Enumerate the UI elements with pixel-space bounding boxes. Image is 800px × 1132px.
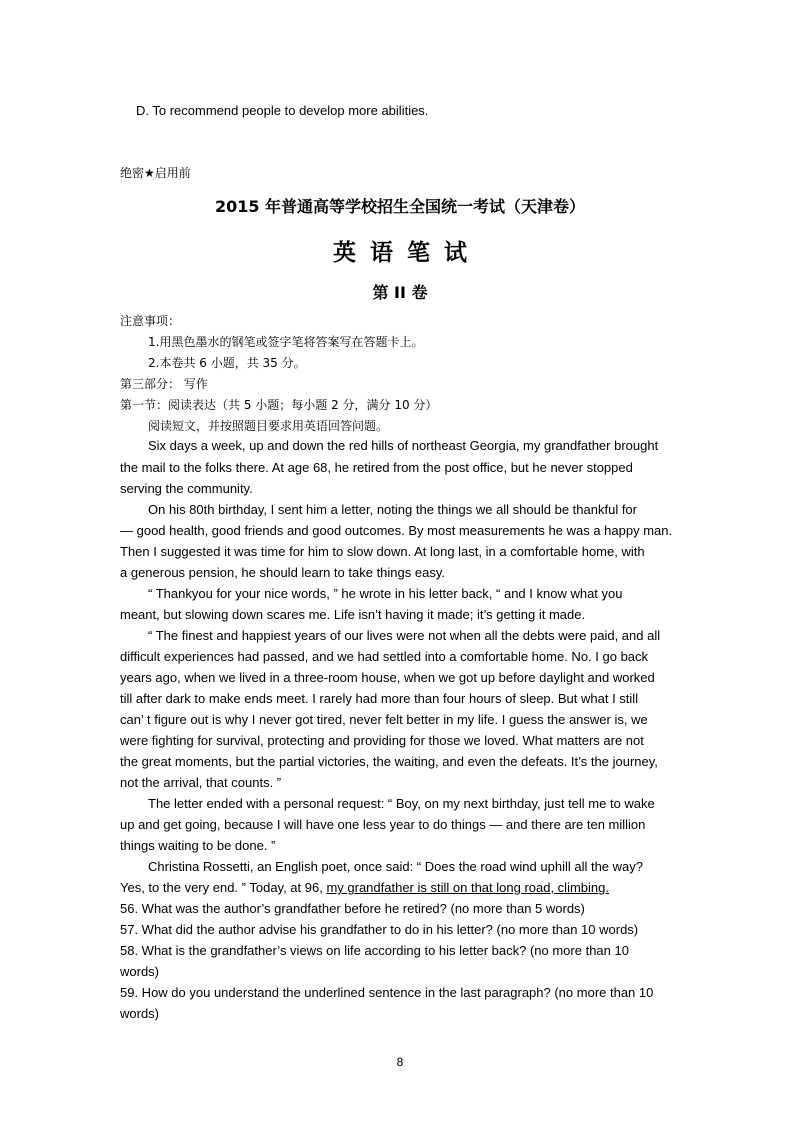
passage-line: Six days a week, up and down the red hills of northeast Georgia, my grandfather brought	[148, 438, 659, 453]
passage-line: not the arrival, that counts. ”	[120, 775, 282, 790]
note-item-2: 2.本卷共 6 小题，共 35 分。	[148, 356, 306, 370]
passage-line: Then I suggested it was time for him to slow down. At long last, in a comfortable home, with	[120, 544, 645, 559]
passage-line: years ago, when we lived in a three-room house, when we got up before daylight and worked	[120, 670, 655, 685]
passage-line: a generous pension, he should learn to take things easy.	[120, 565, 445, 580]
passage-last-line	[120, 879, 609, 897]
question-57: 57. What did the author advise his grandfather to do in his letter? (no more than 10 words)	[120, 922, 639, 937]
question-59-continued: words)	[120, 1006, 160, 1021]
section-1-heading: 第一节：阅读表达（共 5 小题；每小题 2 分，满分 10 分）	[120, 398, 438, 412]
question-59: 59. How do you understand the underlined sentence in the last paragraph? (no more than 10	[120, 985, 654, 1000]
passage-line: “ Thankyou for your nice words, ” he wrote in his letter back, “ and I know what you	[148, 586, 623, 601]
exam-title: 2015 年普通高等学校招生全国统一考试（天津卷）	[214, 197, 586, 216]
passage-line: can’ t figure out is why I never got tired, never felt better in my life. I guess the answer is, we	[120, 712, 648, 727]
passage-line: were fighting for survival, protecting and providing for those we loved. What matters are not	[120, 733, 644, 748]
passage-line: the great moments, but the partial victories, the waiting, and even the defeats. It’s the journey,	[120, 754, 658, 769]
passage-line: The letter ended with a personal request: “ Boy, on my next birthday, just tell me to wake	[148, 796, 655, 811]
passage-line: difficult experiences had passed, and we had settled into a comfortable home. No. I go back	[120, 649, 649, 664]
passage-line: Christina Rossetti, an English poet, once said: “ Does the road wind uphill all the way?	[148, 859, 643, 874]
passage-line-start: Yes, to the very end. ” Today, at 96,	[120, 880, 327, 895]
reading-instruction: 阅读短文，并按照题目要求用英语回答问题。	[148, 419, 389, 433]
passage-line: the mail to the folks there. At age 68, he retired from the post office, but he never stopped	[120, 460, 633, 475]
part-3-heading: 第三部分： 写作	[120, 377, 208, 391]
passage-line: — good health, good friends and good outcomes. By most measurements he was a happy man.	[120, 523, 673, 538]
passage-line: meant, but slowing down scares me. Life isn’t having it made; it’s getting it made.	[120, 607, 586, 622]
volume-title: 第 II 卷	[372, 283, 428, 302]
note-item-1: 1.用黑色墨水的钢笔或签字笔将答案写在答题卡上。	[148, 335, 424, 349]
passage-line: up and get going, because I will have one less year to do things — and there are ten million	[120, 817, 646, 832]
confidential-mark: 绝密★启用前	[120, 166, 191, 180]
passage-line: On his 80th birthday, I sent him a letter, noting the things we all should be thankful for	[148, 502, 637, 517]
question-58-continued: words)	[120, 964, 160, 979]
passage-line: serving the community.	[120, 481, 253, 496]
passage-line: till after dark to make ends meet. I rarely had more than four hours of sleep. But what I still	[120, 691, 639, 706]
passage-line: “ The finest and happiest years of our lives were not when all the debts were paid, and all	[148, 628, 661, 643]
underlined-sentence: my grandfather is still on that long road, climbing.	[326, 880, 609, 895]
question-56: 56. What was the author’s grandfather before he retired? (no more than 5 words)	[120, 901, 585, 916]
notes-heading: 注意事项：	[120, 314, 181, 328]
answer-option-d: D. To recommend people to develop more abilities.	[136, 103, 429, 118]
subject-title: 英语笔试	[333, 240, 481, 266]
passage-line: things waiting to be done. ”	[120, 838, 276, 853]
question-58: 58. What is the grandfather’s views on life according to his letter back? (no more than 10	[120, 943, 629, 958]
page-number: 8	[396, 1055, 404, 1069]
